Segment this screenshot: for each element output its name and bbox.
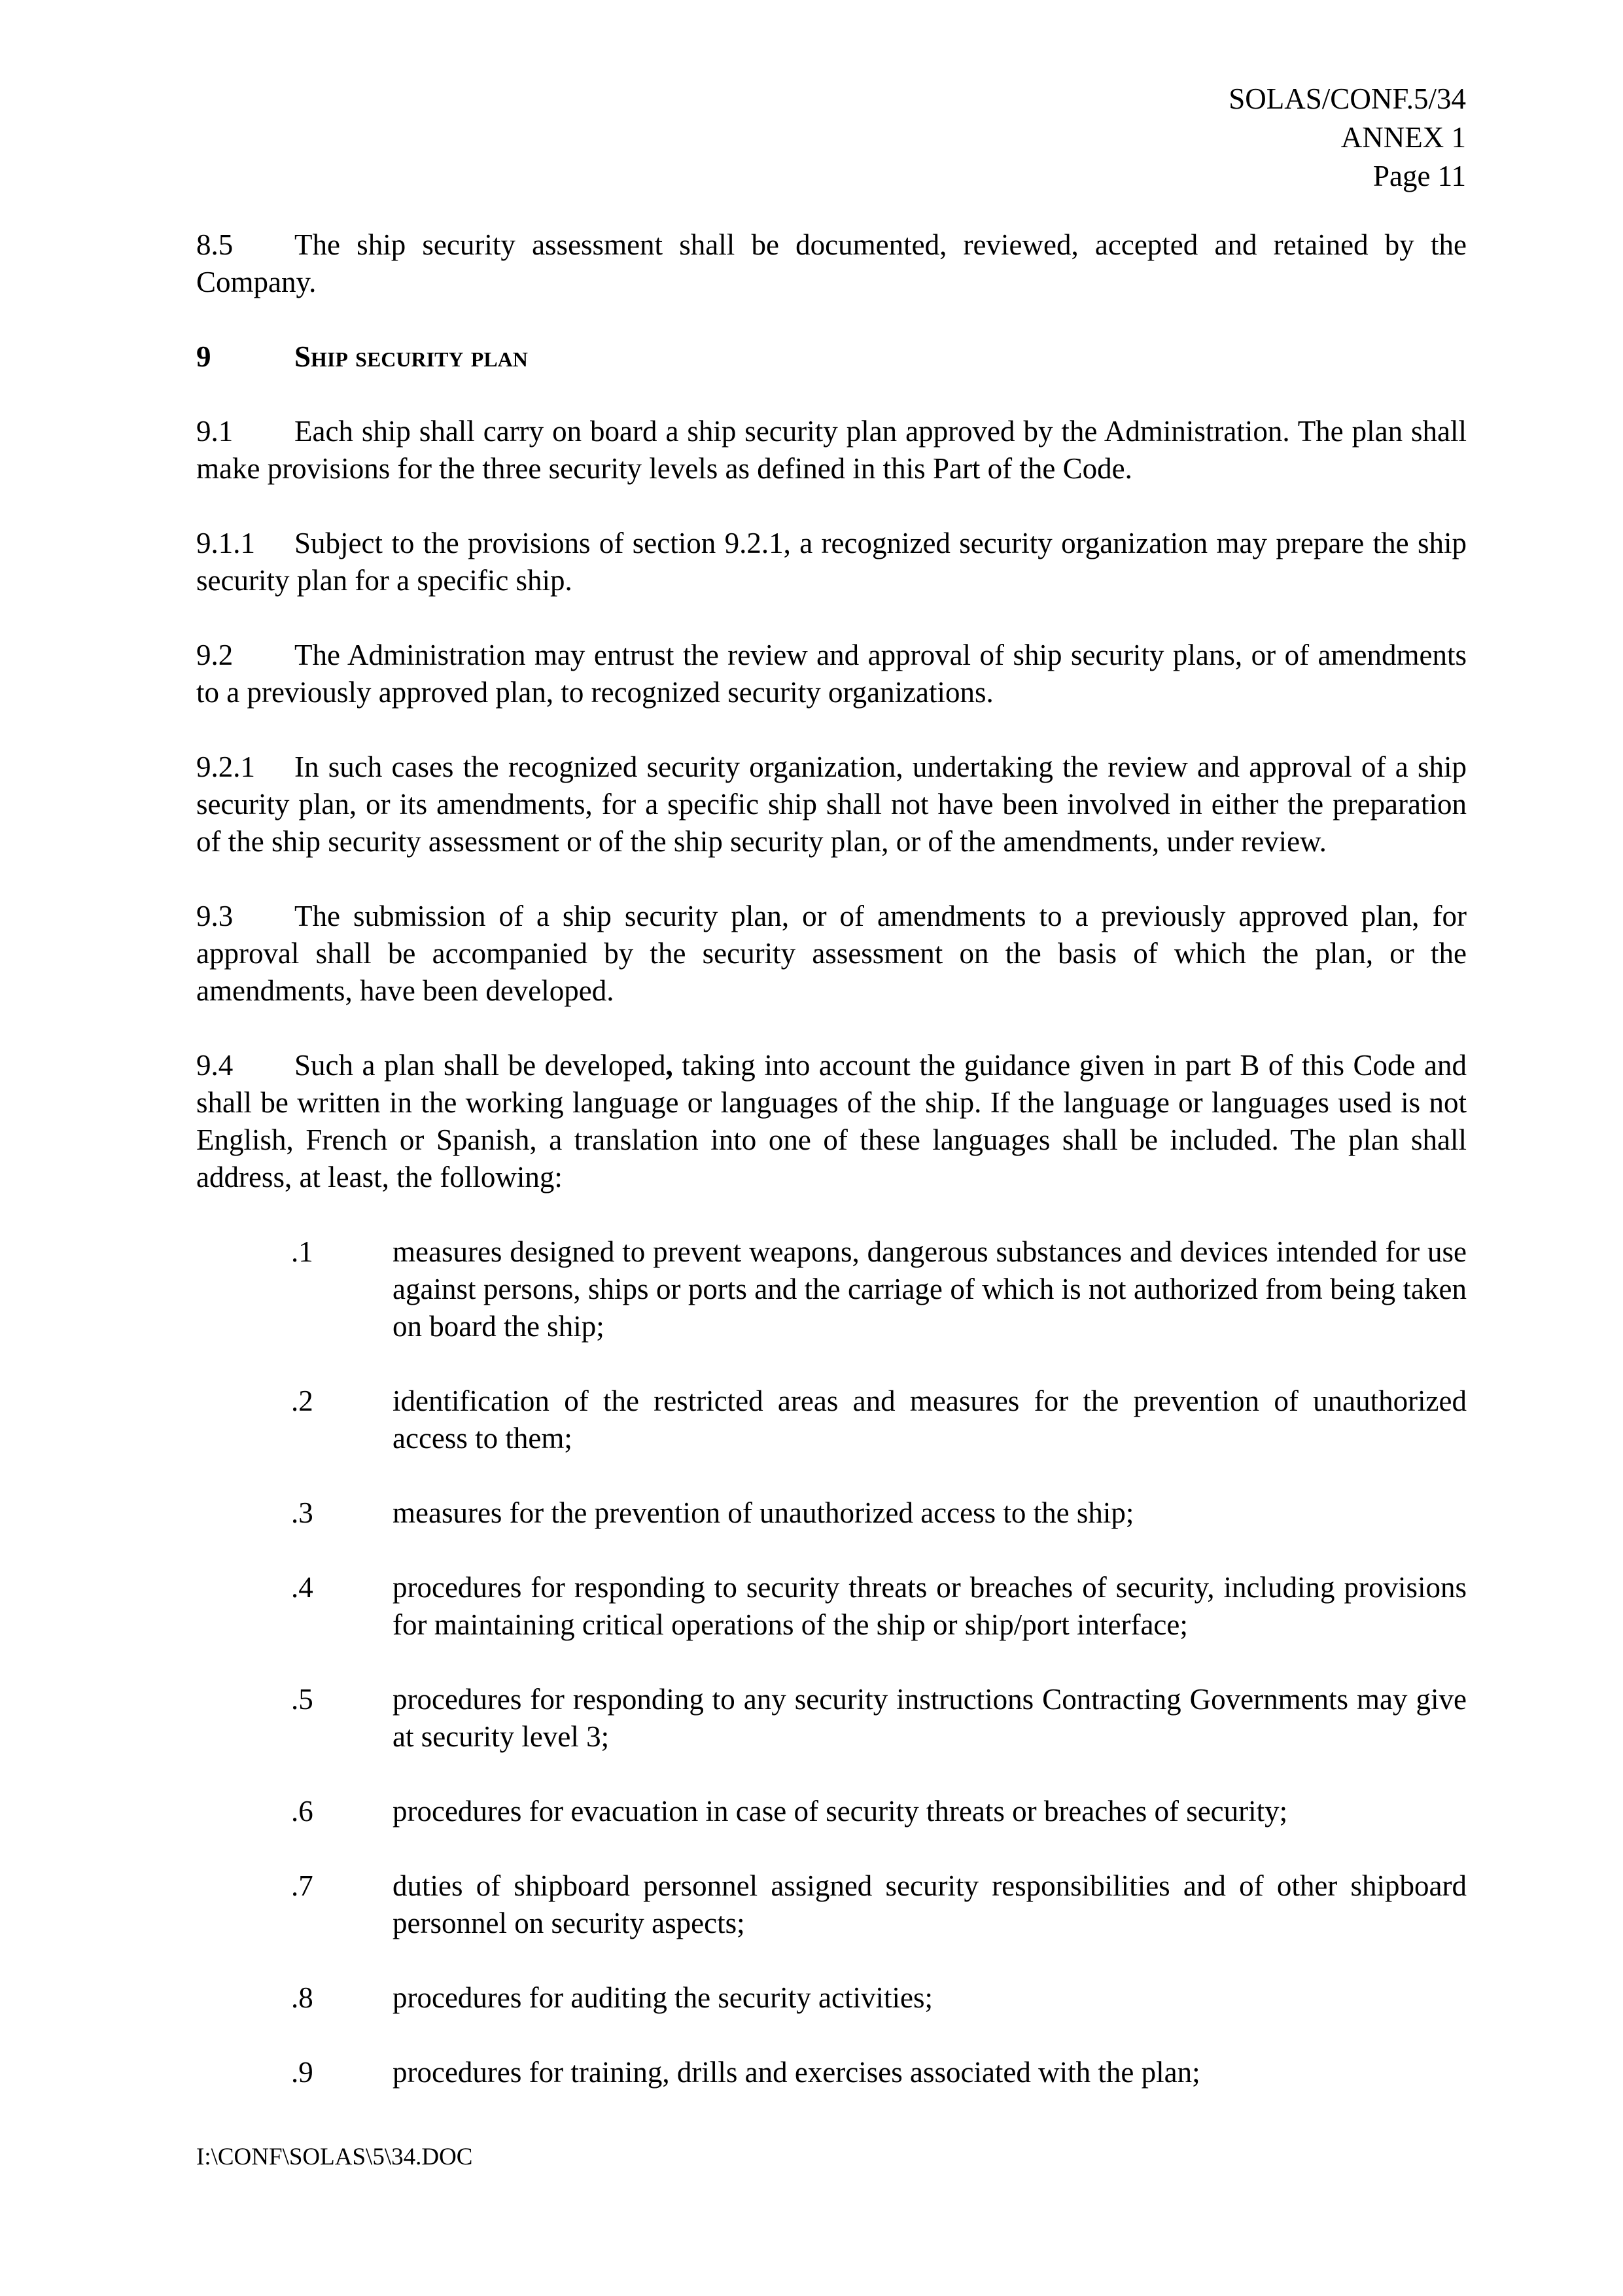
- list-item-text: duties of shipboard personnel assigned security responsibilities and of other shipboard personnel on security aspects;: [393, 1869, 1467, 1939]
- list-item-number: .1: [291, 1235, 313, 1268]
- paragraph-9-1: [196, 413, 1467, 487]
- list-item-text: procedures for evacuation in case of security threats or breaches of security;: [393, 1795, 1288, 1828]
- annex-label: ANNEX 1: [1340, 121, 1466, 154]
- list-item: [196, 1681, 1467, 1756]
- page-header: [1229, 80, 1466, 196]
- list-item-text: procedures for auditing the security activities;: [393, 1981, 933, 2014]
- list-item: [196, 1867, 1467, 1942]
- paragraph-text-end: taking into account the guidance given in part B of this Code and shall be written in the working language or languages of the ship. If the language or languages used is not English, French or Spanish, a translation into one of these languages shall be included. The plan shall address, at least, the following:: [196, 1049, 1467, 1193]
- paragraph-number: 8.5: [196, 228, 234, 261]
- list-item: [196, 1569, 1467, 1644]
- list-item-number: .5: [291, 1683, 313, 1716]
- paragraph-text-start: Such a plan shall be developed: [294, 1049, 666, 1082]
- paragraph-9-2-1: [196, 749, 1467, 860]
- paragraph-text: Each ship shall carry on board a ship security plan approved by the Administration. The plan shall make provisions for the three security levels as defined in this Part of the Code.: [196, 415, 1467, 485]
- list-item-text: procedures for responding to security threats or breaches of security, including provisions for maintaining critical operations of the ship or ship/port interface;: [393, 1571, 1467, 1641]
- plan-requirements-list: [196, 1233, 1467, 2091]
- paragraph-text: The submission of a ship security plan, or of amendments to a previously approved plan, for approval shall be accompanied by the security assessment on the basis of which the plan, or the amendments, have been developed.: [196, 900, 1467, 1007]
- list-item: [196, 1383, 1467, 1457]
- paragraph-9-1-1: [196, 525, 1467, 599]
- paragraph-9-3: [196, 898, 1467, 1010]
- paragraph-number: 9.1.1: [196, 527, 255, 559]
- paragraph-number: 9.4: [196, 1049, 234, 1082]
- paragraph-text: In such cases the recognized security organization, undertaking the review and approval of a ship security plan, or its amendments, for a specific ship shall not have been involved in either the preparation of the ship security assessment or of the ship security plan, or of the amendments, under review.: [196, 751, 1467, 858]
- list-item-number: .2: [291, 1385, 313, 1417]
- paragraph-9-2: [196, 637, 1467, 711]
- list-item-text: procedures for responding to any security instructions Contracting Governments may give at security level 3;: [393, 1683, 1467, 1753]
- paragraph-text: Subject to the provisions of section 9.2.1, a recognized security organization may prepare the ship security plan for a specific ship.: [196, 527, 1467, 597]
- section-title: Ship security plan: [294, 340, 528, 373]
- paragraph-number: 9.2.1: [196, 751, 255, 783]
- list-item: [196, 1233, 1467, 1345]
- paragraph-9-4: [196, 1047, 1467, 1196]
- list-item: [196, 1793, 1467, 1830]
- section-heading: [196, 338, 1467, 376]
- list-item: [196, 2054, 1467, 2091]
- paragraph-number: 9.3: [196, 900, 234, 932]
- section-number: 9: [196, 340, 211, 373]
- list-item-number: .7: [291, 1869, 313, 1902]
- page-number: Page 11: [1372, 160, 1466, 192]
- footer-file-path: I:\CONF\SOLAS\5\34.DOC: [196, 2144, 473, 2170]
- list-item-text: measures designed to prevent weapons, dangerous substances and devices intended for use against persons, ships or ports and the carriage of which is not authorized from being taken on board the ship;: [393, 1235, 1467, 1343]
- paragraph-number: 9.2: [196, 639, 234, 671]
- list-item-number: .6: [291, 1795, 313, 1828]
- list-item-number: .8: [291, 1981, 313, 2014]
- list-item: [196, 1979, 1467, 2017]
- list-item-text: procedures for training, drills and exercises associated with the plan;: [393, 2056, 1200, 2089]
- paragraph-8-5: [196, 226, 1467, 301]
- list-item-text: measures for the prevention of unauthorized access to the ship;: [393, 1496, 1134, 1529]
- paragraph-text: The Administration may entrust the review and approval of ship security plans, or of amendments to a previously approved plan, to recognized security organizations.: [196, 639, 1467, 709]
- list-item-text: identification of the restricted areas and measures for the prevention of unauthorized access to them;: [393, 1385, 1467, 1455]
- list-item-number: .3: [291, 1496, 313, 1529]
- list-item-number: .9: [291, 2056, 313, 2089]
- bold-comma: ,: [665, 1049, 673, 1082]
- list-item: [196, 1494, 1467, 1532]
- paragraph-number: 9.1: [196, 415, 234, 448]
- paragraph-text: The ship security assessment shall be documented, reviewed, accepted and retained by the Company.: [196, 228, 1467, 298]
- document-symbol: SOLAS/CONF.5/34: [1229, 82, 1466, 115]
- document-body: [196, 226, 1467, 2128]
- list-item-number: .4: [291, 1571, 313, 1604]
